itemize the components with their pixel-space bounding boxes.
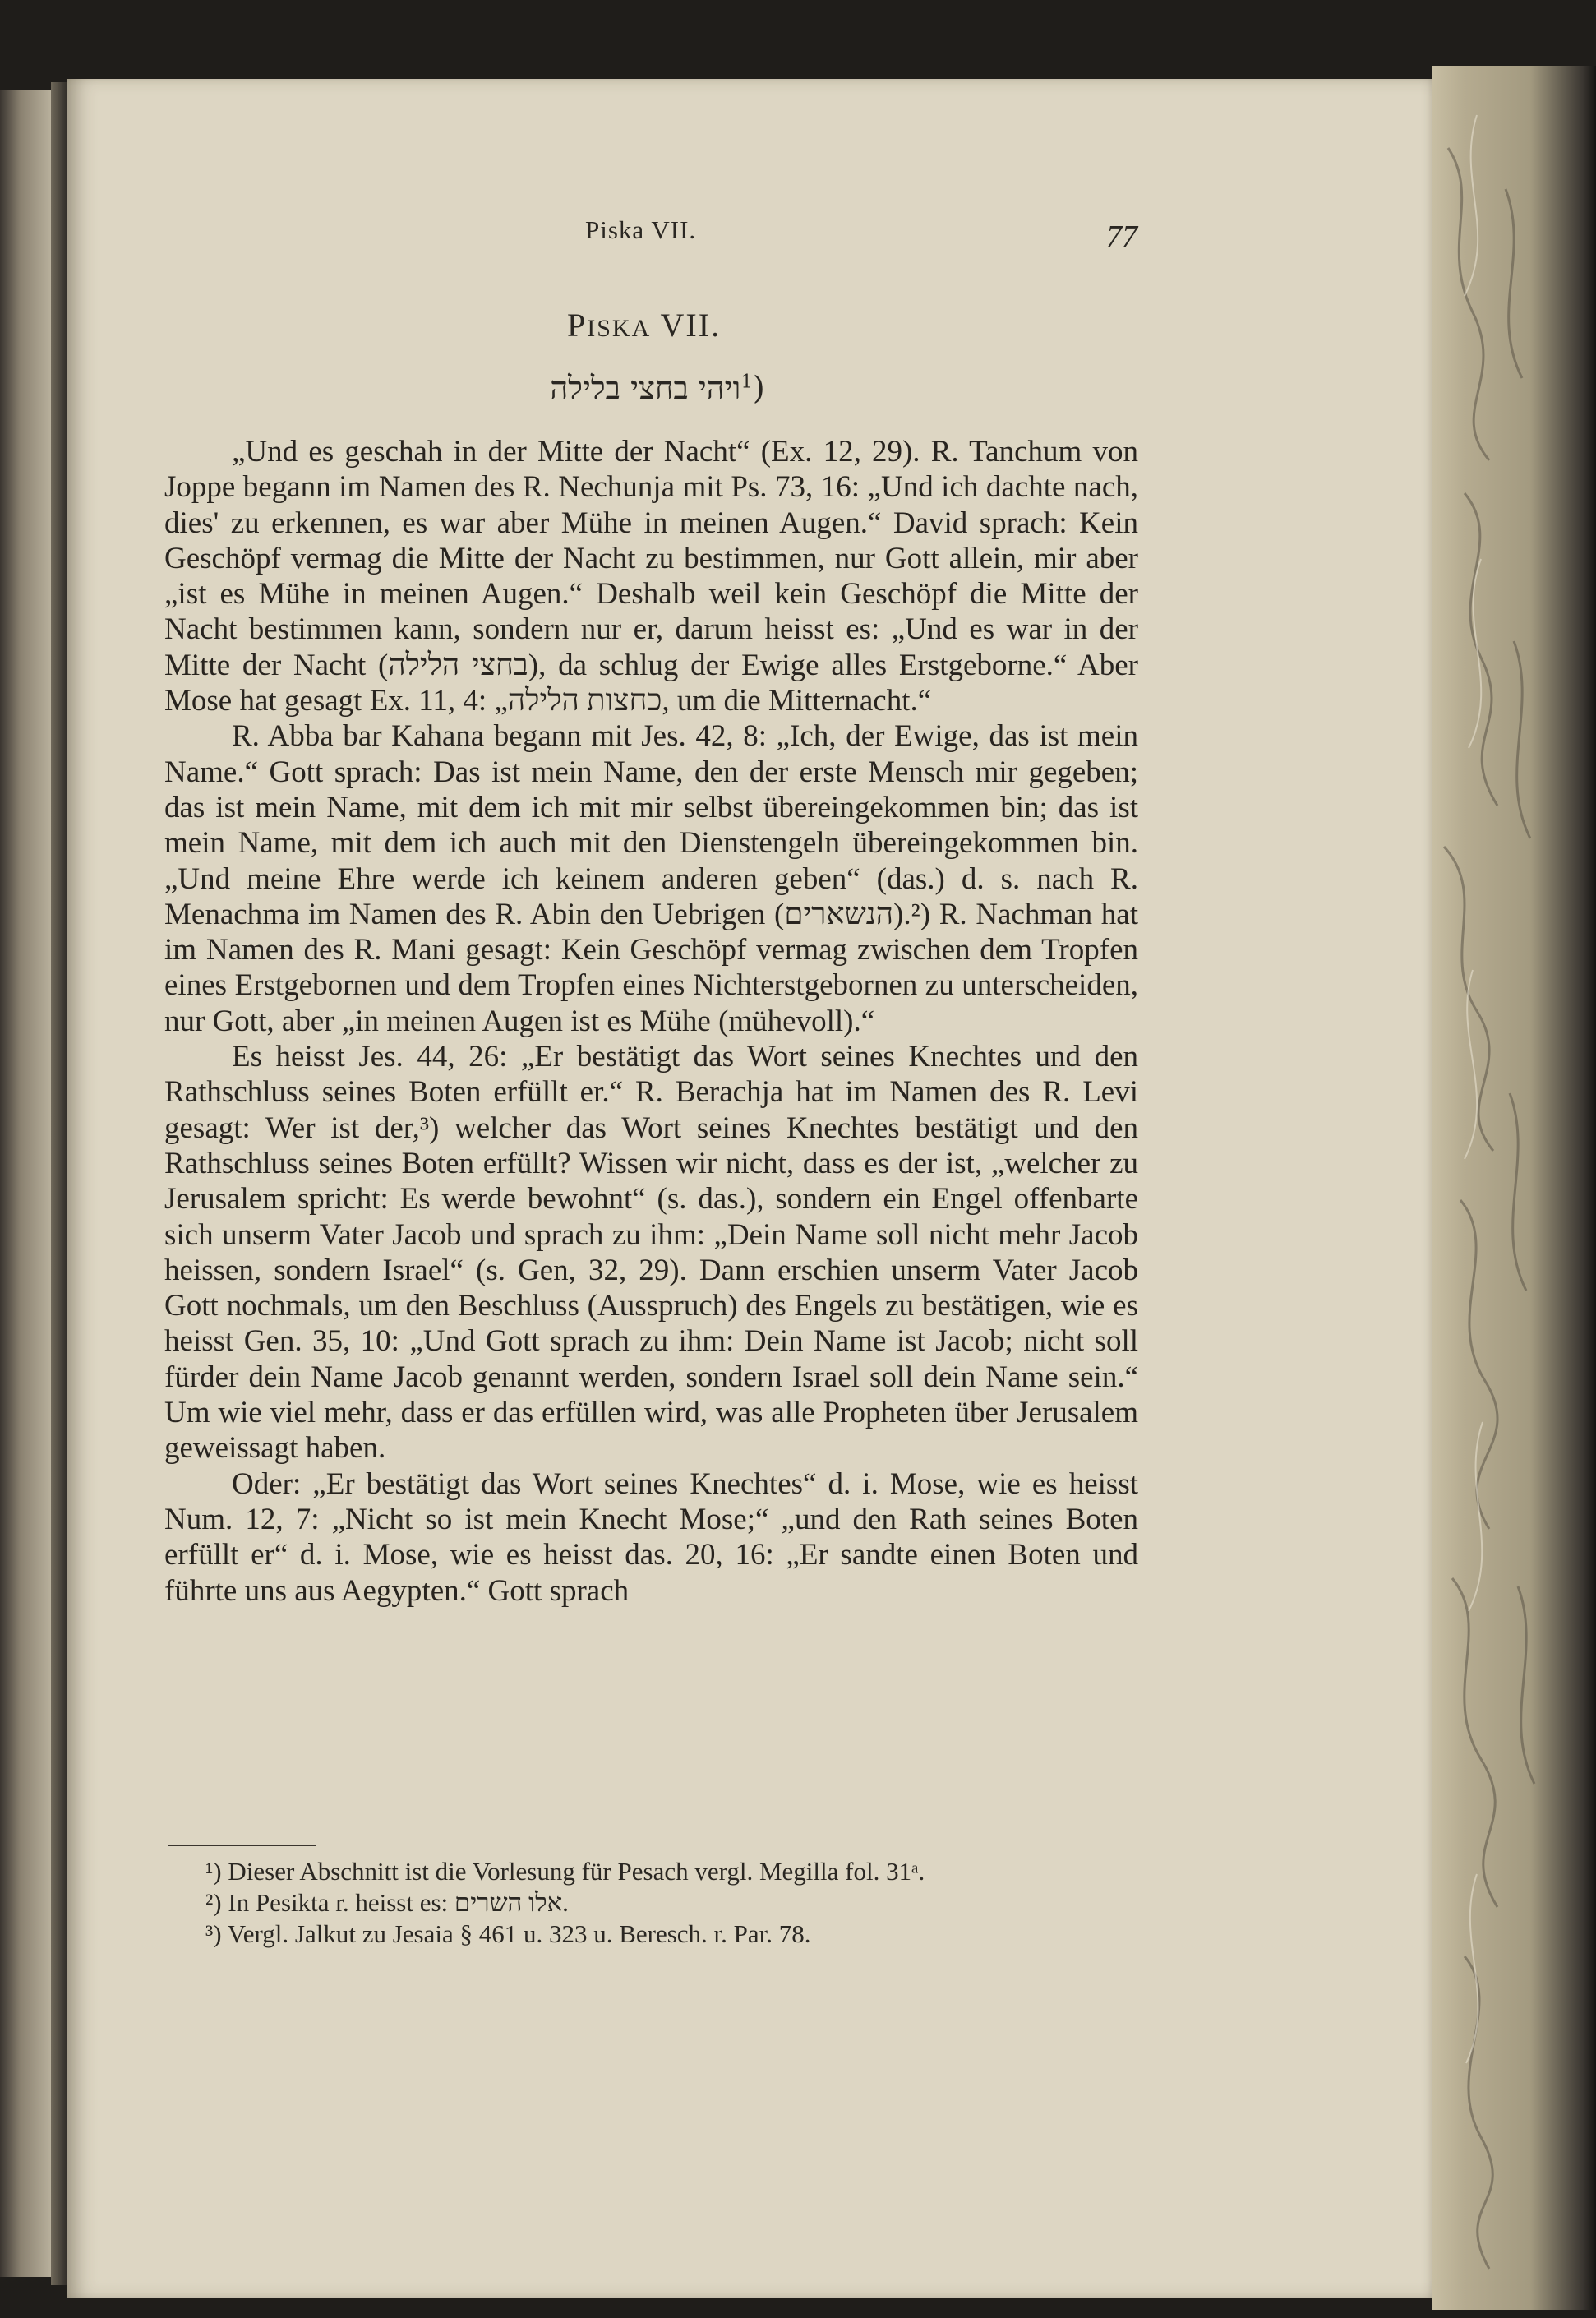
- book-cover-edge: [1432, 66, 1596, 2310]
- paragraph: „Und es geschah in der Mitte der Nacht“ (Ex. 12, 29). R. Tanchum von Joppe begann im Namen des R. Nechunja mit Ps. 73, 16: „Und ich dachte nach, dies' zu erkennen, es war aber Mühe in meinen Augen.“ David sprach: Kein Geschöpf vermag die Mitte der Nacht zu bestimmen, nur Gott allein, mir aber „ist es Mühe in meinen Augen.“ Deshalb weil kein Geschöpf die Mitte der Nacht bestimmen kann, sondern nur er, darum heisst es: „Und es war in der Mitte der Nacht (בחצי הלילה), da schlug der Ewige alles Erstgeborne.“ Aber Mose hat gesagt Ex. 11, 4: „כחצות הלילה, um die Mitternacht.“: [164, 435, 1139, 718]
- paragraph: R. Abba bar Kahana begann mit Jes. 42, 8: „Ich, der Ewige, das ist mein Name.“ Gott sprach: Das ist mein Name, den der erste Mensch mir gegeben; das ist mein Name, mit dem ich mit mir selbst übereingekommen bin; das ist mein Name, mit dem ich auch mit den Dienstengeln übereingekommen bin. „Und meine Ehre werde ich keinem anderen geben“ (das.) d. s. nach R. Menachma im Namen des R. Abin den Uebrigen (הנשארים).²) R. Nachman hat im Namen des R. Mani gesagt: Kein Geschöpf vermag zwischen dem Tropfen eines Erstgebornen und dem Tropfen eines Nichterstgebornen zu unterscheiden, nur Gott, aber „in meinen Augen ist es Mühe (mühevoll).“: [164, 719, 1138, 1038]
- footnote: ¹) Dieser Abschnitt ist die Vorlesung für Pesach vergl. Megilla fol. 31ᵃ.: [205, 1857, 925, 1886]
- chapter-title-numeral: VII.: [660, 307, 722, 344]
- chapter-title: [567, 306, 721, 344]
- book-gutter: [51, 82, 69, 2285]
- paragraph: Es heisst Jes. 44, 26: „Er bestätigt das Wort seines Knechtes und den Rathschluss seines Boten erfüllt er.“ R. Berachja hat im Namen des R. Levi gesagt: Wer ist der,³) welcher das Wort seines Knechtes bestätigt und den Rathschluss seines Boten erfüllt? Wissen wir nicht, dass es der ist, „welcher zu Jerusalem spricht: Es werde bewohnt“ (s. das.), sondern ein Engel offenbarte sich unserm Vater Jacob und sprach zu ihm: „Dein Name soll nicht mehr Jacob heissen, sondern Israel“ (s. Gen, 32, 29). Dann erschien unserm Vater Jacob Gott nochmals, um den Beschluss (Ausspruch) des Engels zu bestätigen, wie es heisst Gen. 35, 10: „Und Gott sprach zu ihm: Dein Name ist Jacob; nicht soll fürder dein Name Jacob genannt werden, sondern Israel soll dein Name sein.“ Um wie viel mehr, dass er das erfüllen wird, was alle Propheten über Jerusalem geweissagt haben.: [164, 1040, 1138, 1466]
- footnotes: [205, 1856, 1142, 1950]
- body-text: [164, 434, 1138, 1609]
- hebrew-heading-footnote-mark: 1: [740, 371, 753, 393]
- page-number: 77: [1106, 219, 1137, 254]
- footnote: ²) In Pesikta r. heisst es: אלו השרים.: [205, 1888, 569, 1917]
- chapter-title-initial: P: [567, 307, 588, 344]
- paragraph: Oder: „Er bestätigt das Wort seines Knechtes“ d. i. Mose, wie es heisst Num. 12, 7: „Nicht so ist mein Knecht Mose;“ „und den Rath seines Boten erfüllt er“ d. i. Mose, wie es heisst das. 20, 16: „Er sandte einen Boten und führte uns aus Aegypten.“ Gott sprach: [164, 1466, 1138, 1608]
- footnote-rule: [168, 1845, 316, 1846]
- running-head: Piska VII.: [585, 215, 697, 244]
- left-page-edge: [0, 90, 51, 2277]
- hebrew-heading-text: ויהי בחצי בלילה: [550, 370, 741, 406]
- chapter-title-smallcaps: ISKA: [587, 315, 652, 342]
- hebrew-heading: ויהי בחצי בלילה$^1$): [550, 370, 765, 406]
- marbled-pattern: [1432, 66, 1596, 2310]
- footnote: ³) Vergl. Jalkut zu Jesaia § 461 u. 323 u. Beresch. r. Par. 78.: [205, 1919, 811, 1948]
